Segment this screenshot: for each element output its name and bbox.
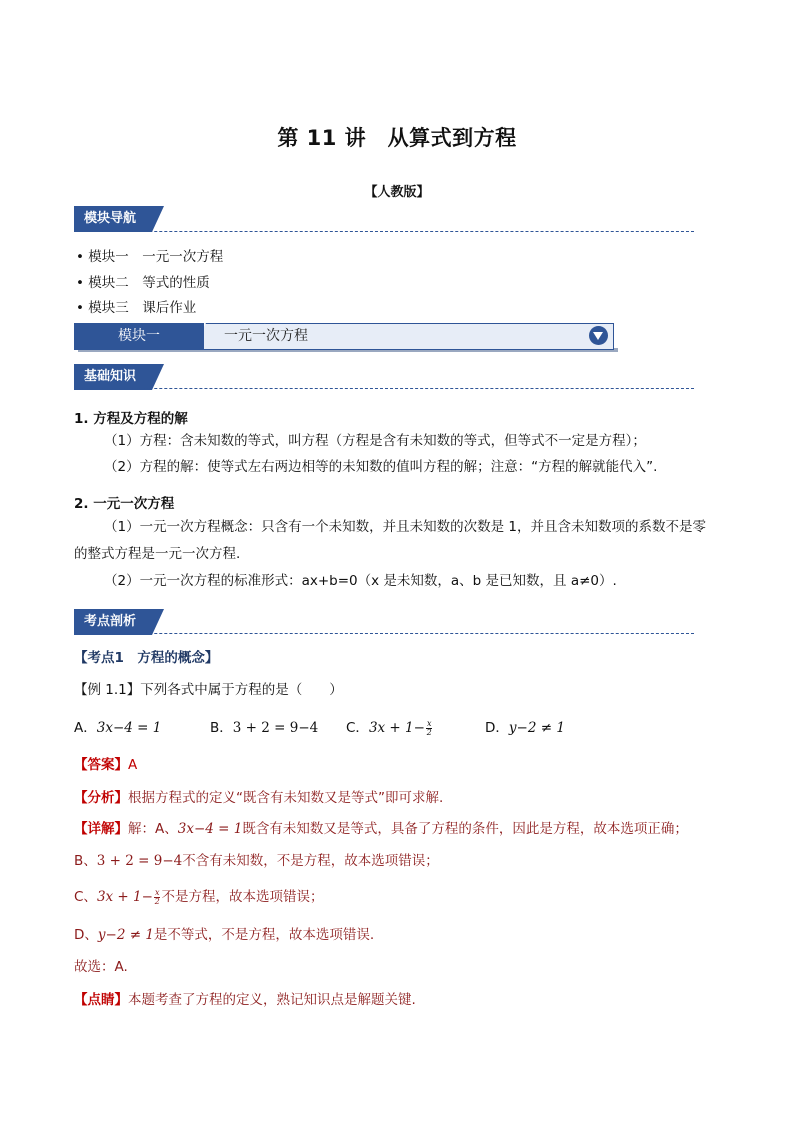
paragraph: （1）一元一次方程概念：只含有一个未知数，并且未知数的次数是 1，并且含未知数项的系数不是零 <box>104 519 706 535</box>
section-tab-label: 考点剖析 <box>74 609 152 635</box>
option-label: C． <box>346 720 369 736</box>
paragraph: 的整式方程是一元一次方程. <box>74 546 241 562</box>
option-label: B． <box>210 720 233 736</box>
detail-text: D、 <box>74 927 98 943</box>
example-question: 【例 1.1】下列各式中属于方程的是（ ） <box>74 682 343 698</box>
section-tab-basic <box>74 364 164 390</box>
detail-line-a <box>74 818 688 840</box>
point-title: 【考点1 方程的概念】 <box>74 650 219 666</box>
detail-expr: y−2 ≠ 1 <box>97 927 154 943</box>
detail-line-c <box>74 886 323 908</box>
divider <box>74 633 694 634</box>
detail-text: C、 <box>74 889 97 905</box>
detail-expr: 3x + 1− <box>96 889 153 905</box>
section-tab-label: 基础知识 <box>74 364 152 390</box>
detail-text: B、 <box>74 853 97 869</box>
paragraph: （2）方程的解：使等式左右两边相等的未知数的值叫方程的解；注意：“方程的解就能代入”. <box>104 459 658 475</box>
answer-tag: 【答案】 <box>74 757 128 773</box>
option-expr: 3x−4 = 1 <box>96 720 162 736</box>
paragraph: （1）方程：含未知数的等式，叫方程（方程是含有未知数的等式，但等式不一定是方程）； <box>104 433 646 449</box>
option-expr: y−2 ≠ 1 <box>508 720 565 736</box>
detail-text: 不是方程，故本选项错误； <box>161 889 324 905</box>
detail-line-d <box>74 924 374 946</box>
analysis-tag: 【分析】 <box>74 790 128 806</box>
fraction <box>154 889 161 906</box>
heading: 2. 一元一次方程 <box>74 496 175 512</box>
option-expr: 3x + 1− <box>368 720 425 736</box>
detail-text: 解：A、 <box>128 821 178 837</box>
analysis-text: 根据方程式的定义“既含有未知数又是等式”即可求解. <box>128 790 444 806</box>
answer-value: A <box>128 757 138 773</box>
option-d <box>485 717 565 739</box>
page-title: 第 11 讲 从算式到方程 <box>277 126 517 150</box>
fraction-denominator: 2 <box>154 896 160 906</box>
nav-item-1[interactable]: • 模块一 一元一次方程 <box>76 249 224 265</box>
fraction-denominator: 2 <box>426 727 432 737</box>
module-banner <box>74 323 614 350</box>
section-tab-analysis <box>74 609 164 635</box>
paragraph: （2）一元一次方程的标准形式：ax+b=0（x 是未知数，a、b 是已知数，且 a≠0）. <box>104 573 617 589</box>
choose-line: 故选：A. <box>74 959 128 975</box>
nav-item-2[interactable]: • 模块二 等式的性质 <box>76 275 210 291</box>
answer-line <box>74 754 137 776</box>
option-expr: 3 + 2 = 9−4 <box>232 720 319 736</box>
section-tab-nav <box>74 206 164 232</box>
fraction-numerator: x <box>154 887 160 897</box>
nav-item-3[interactable]: • 模块三 课后作业 <box>76 300 197 316</box>
fraction-numerator: x <box>426 718 432 728</box>
comment-line <box>74 989 416 1011</box>
option-a <box>74 717 161 739</box>
divider <box>74 388 694 389</box>
fraction <box>426 720 433 737</box>
detail-expr: 3x−4 = 1 <box>177 821 243 837</box>
detail-text: 既含有未知数又是等式，具备了方程的条件，因此是方程，故本选项正确； <box>242 821 688 837</box>
detail-tag: 【详解】 <box>74 821 128 837</box>
module-banner-left: 模块一 <box>74 323 204 350</box>
detail-expr: 3 + 2 = 9−4 <box>96 853 183 869</box>
section-tab-label: 模块导航 <box>74 206 152 232</box>
option-label: A． <box>74 720 97 736</box>
comment-text: 本题考查了方程的定义，熟记知识点是解题关键. <box>128 992 416 1008</box>
detail-text: 不含有未知数，不是方程，故本选项错误； <box>182 853 439 869</box>
option-c <box>346 717 433 739</box>
chevron-down-icon[interactable] <box>589 326 608 345</box>
edition-label: 【人教版】 <box>364 185 430 200</box>
detail-line-b <box>74 850 439 872</box>
divider <box>74 231 694 232</box>
option-label: D． <box>485 720 509 736</box>
module-banner-right: 一元一次方程 <box>224 328 308 344</box>
option-b <box>210 717 318 739</box>
heading: 1. 方程及方程的解 <box>74 411 188 427</box>
detail-text: 是不等式，不是方程，故本选项错误. <box>153 927 375 943</box>
analysis-line <box>74 787 443 809</box>
comment-tag: 【点睛】 <box>74 992 128 1008</box>
